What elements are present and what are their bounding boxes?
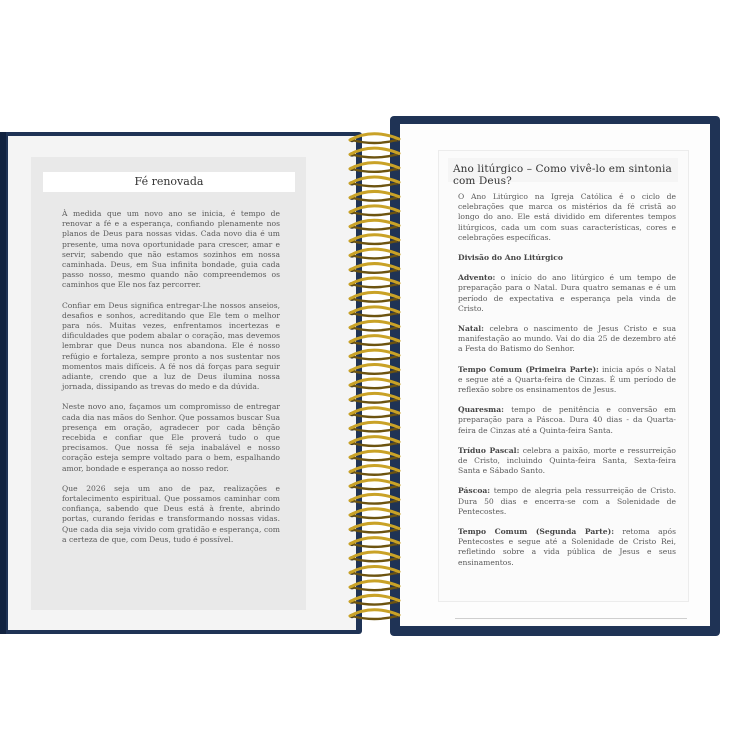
item-term: Quaresma: [458,405,504,415]
item-text: o início do ano litúrgico é um tempo de preparação para o Natal. Dura quatro semanas e é um período de expectativa e esperança pela vinda de Cristo. [458,273,676,313]
item-text: celebra o nascimento de Jesus Cristo e sua manifestação ao mundo. Vai do dia 25 de dezembro até a Festa do Batismo do Senhor. [458,324,676,354]
item-text: retoma após Pentecostes e segue até a Solenidade de Cristo Rei, refletindo sobre a vida pública de Jesus e seus ensinamentos. [458,527,676,567]
liturgical-item [458,273,676,314]
liturgical-item [458,527,676,568]
right-intro: O Ano Litúrgico na Igreja Católica é o ciclo de celebrações que marca os mistérios da fé cristã ao longo do ano. Ele está dividido em diferentes tempos litúrgicos, cada um com suas características, cores e celebrações específicas. [458,192,676,242]
liturgical-item [458,324,676,355]
liturgical-item [458,365,676,396]
liturgical-item [458,405,676,436]
right-subheading: Divisão do Ano Litúrgico [458,253,563,263]
left-paragraph-4: Que 2026 seja um ano de paz, realizações e fortalecimento espiritual. Que possamos caminhar com confiança, sabendo que Deus está à frente, abrindo portas, curando feridas e transformando nossas vidas. Que cada dia seja vivido com gratidão e esperança, com a certeza de que, com Deus, tudo é possível. [62,483,280,544]
item-term: Natal: [458,324,484,334]
item-term: Tempo Comum (Primeira Parte): [458,364,599,374]
liturgical-item [458,486,676,517]
left-paragraph-3: Neste novo ano, façamos um compromisso de entregar cada dia nas mãos do Senhor. Que possamos buscar Sua presença em oração, agradecer por cada bênção recebida e confiar que Ele proverá tudo o que precisamos. Que nossa fé seja inabalável e nosso coração esteja sempre voltado para o bem, espalhando amor, bondade e esperança ao nosso redor. [62,402,280,473]
right-body [458,192,676,578]
item-term: Advento: [458,273,496,283]
right-page-footer-line [455,618,687,619]
item-text: inicia após o Natal e segue até a Quarta-feira de Cinzas. É um período de reflexão sobre os ensinamentos de Jesus. [458,364,676,395]
item-term: Tempo Comum (Segunda Parte): [458,527,615,537]
left-paragraph-1: À medida que um novo ano se inicia, é tempo de renovar a fé e a esperança, confiando plenamente nos planos de Deus para nossas vidas. Cada novo dia é um presente, uma nova oportunidade para crescer, amar e servir, sabendo que não estamos sozinhos em nossa caminhada. Deus, em Sua infinita bondade, guia cada passo nosso, mesmo quando não compreendemos os caminhos que Ele nos faz percorrer. [62,209,280,290]
right-title-bar [448,158,678,187]
liturgical-item [458,446,676,477]
left-body [62,209,280,555]
left-cover-edge [0,132,6,634]
item-text: tempo de penitência e conversão em preparação para a Páscoa. Dura 40 dias - da Quarta-feira de Cinzas até a Quinta-feira Santa. [458,405,676,435]
item-text: celebra a paixão, morte e ressurreição de Cristo, incluindo Quinta-feira Santa, Sexta-feira Santa e Sábado Santo. [458,445,676,476]
left-page-title: Fé renovada [134,175,204,188]
item-term: Páscoa: [458,486,491,496]
right-page-title: Ano litúrgico – Como vivê-lo em sintonia com Deus? [453,163,672,187]
item-term: Tríduo Pascal: [458,445,520,455]
item-text: tempo de alegria pela ressurreição de Cristo. Dura 50 dias e encerra-se com a Solenidade de Pentecostes. [458,486,676,516]
left-paragraph-2: Confiar em Deus significa entregar-Lhe nossos anseios, desafios e sonhos, acreditando que Ele tem o melhor para nós. Muitas vezes, enfrentamos incertezas e dificuldades que podem abalar o coração, mas devemos lembrar que Deus nunca nos abandona. Ele é nosso refúgio e fortaleza, sempre pronto a nos sustentar nos momentos mais difíceis. A fé nos dá forças para seguir adiante, crendo que a luz de Deus ilumina nossa jornada, dissipando as trevas do medo e da dúvida. [62,300,280,392]
left-title-bar [43,172,295,192]
